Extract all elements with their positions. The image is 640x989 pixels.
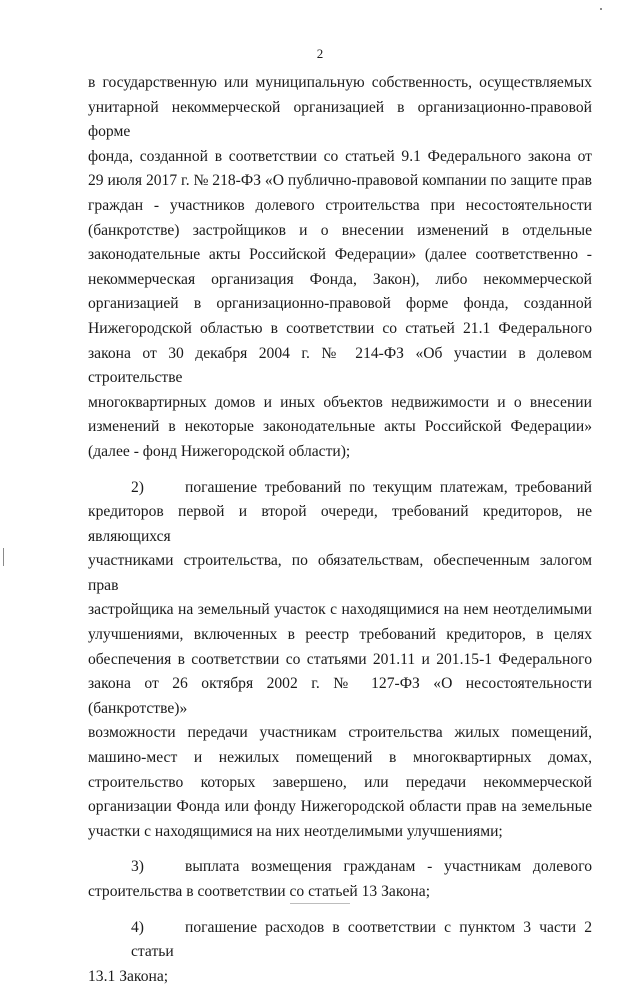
- text-line: строительство которых завершено, или передачи некоммерческой: [88, 773, 592, 791]
- text-line: погашение требований по текущим платежам, требований: [185, 478, 592, 496]
- text-line: 13.1 Закона;: [88, 967, 169, 985]
- text-line: организации Фонда или фонду Нижегородской области прав на земельные: [88, 798, 592, 816]
- text-line: улучшениями, включенных в реестр требований кредиторов, в целях: [88, 626, 592, 644]
- page-number: 2: [316, 46, 324, 61]
- text-line: Нижегородской областью в соответствии со статьей 21.1 Федерального: [88, 319, 592, 337]
- text-line: унитарной некоммерческой организацией в организационно-правовой форме: [88, 98, 592, 141]
- text-line: в государственную или муниципальную собственность, осуществляемых: [88, 74, 592, 91]
- text-line-first: [88, 916, 592, 965]
- text-line: застройщика на земельный участок с находящимися на нем неотделимыми: [88, 601, 592, 619]
- text-line: строительства в соответствии со статьей 13 Закона;: [88, 883, 431, 900]
- text-line: закона от 26 октября 2002 г. № 127-ФЗ «О несостоятельности (банкротстве)»: [88, 675, 592, 717]
- list-number: 4): [131, 918, 144, 936]
- text-line: участки с находящимися на них неотделимыми улучшениями;: [88, 822, 503, 840]
- list-number: 3): [131, 858, 144, 876]
- text-line: некоммерческая организация Фонда, Закон), либо некоммерческой: [88, 270, 592, 288]
- list-number: 2): [131, 478, 144, 496]
- list-item-4: [88, 916, 592, 989]
- text-line: обеспечения в соответствии со статьями 201.11 и 201.15-1 Федерального: [88, 650, 592, 668]
- text-line: выплата возмещения гражданам - участникам долевого: [185, 858, 592, 876]
- text-line-first: [88, 855, 592, 880]
- text-line: фонда, созданной в соответствии со статьей 9.1 Федерального закона от: [88, 147, 592, 165]
- text-line: 29 июля 2017 г. № 218-ФЗ «О публично-правовой компании по защите прав: [88, 172, 592, 190]
- text-line: погашение расходов в соответствии с пунктом 3 части 2 статьи: [131, 918, 592, 961]
- document-body: [88, 71, 592, 989]
- text-line-first: [88, 476, 592, 501]
- text-line: законодательные акты Российской Федерации» (далее соответственно -: [88, 246, 592, 264]
- list-item-2: [88, 476, 592, 845]
- text-line: организацией в организационно-правовой форме фонда, созданной: [88, 295, 592, 313]
- text-line: участниками строительства, по обязательствам, обеспеченным залогом прав: [88, 552, 592, 594]
- text-line: многоквартирных домов и иных объектов недвижимости и о внесении: [88, 393, 592, 411]
- text-line: машино-мест и нежилых помещений в многоквартирных домах,: [88, 749, 592, 767]
- text-line: (далее - фонд Нижегородской области);: [88, 442, 351, 460]
- text-line: изменений в некоторые законодательные акты Российской Федерации»: [88, 418, 592, 436]
- text-line: граждан - участников долевого строительства при несостоятельности: [88, 196, 592, 214]
- scan-artifact: [600, 8, 602, 10]
- text-line: (банкротстве) застройщиков и о внесении изменений в отдельные: [88, 221, 592, 239]
- text-line: возможности передачи участникам строительства жилых помещений,: [88, 724, 592, 742]
- paragraph-continuation: [88, 71, 592, 465]
- scan-artifact: [3, 548, 4, 566]
- text-line: закона от 30 декабря 2004 г. № 214-ФЗ «Об участии в долевом строительстве: [88, 344, 592, 387]
- scan-artifact: [290, 903, 350, 904]
- text-line: кредиторов первой и второй очереди, требований кредиторов, не являющихся: [88, 503, 592, 545]
- list-item-3: [88, 855, 592, 904]
